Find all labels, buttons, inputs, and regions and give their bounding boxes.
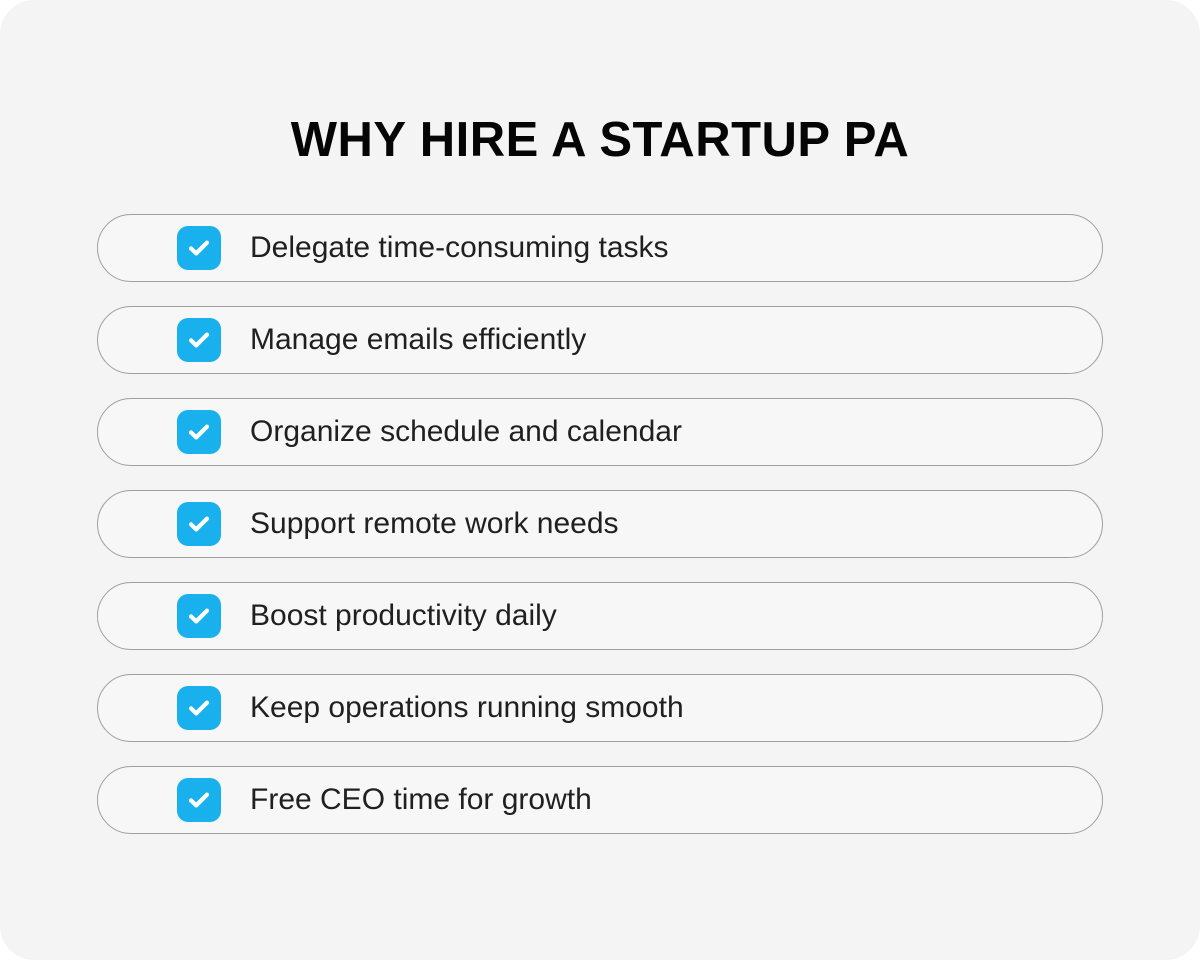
page-title: WHY HIRE A STARTUP PA bbox=[290, 113, 910, 167]
check-mark-icon[interactable] bbox=[177, 318, 221, 362]
list-item[interactable] bbox=[97, 582, 1103, 650]
list-item[interactable] bbox=[97, 490, 1103, 558]
list-item[interactable] bbox=[97, 766, 1103, 834]
list-item[interactable] bbox=[97, 398, 1103, 466]
list-item-label: Delegate time-consuming tasks bbox=[250, 231, 669, 264]
list-item[interactable] bbox=[97, 306, 1103, 374]
list-item-label: Free CEO time for growth bbox=[250, 783, 592, 816]
list-item-label: Organize schedule and calendar bbox=[250, 415, 682, 448]
check-mark-icon[interactable] bbox=[177, 226, 221, 270]
check-mark-icon[interactable] bbox=[177, 594, 221, 638]
check-mark-icon[interactable] bbox=[177, 410, 221, 454]
list-item[interactable] bbox=[97, 214, 1103, 282]
check-mark-icon[interactable] bbox=[177, 686, 221, 730]
list-item-label: Support remote work needs bbox=[250, 507, 619, 540]
check-mark-icon[interactable] bbox=[177, 778, 221, 822]
check-mark-icon[interactable] bbox=[177, 502, 221, 546]
list-item-label: Boost productivity daily bbox=[250, 599, 557, 632]
list-item-label: Manage emails efficiently bbox=[250, 323, 587, 356]
list-item[interactable] bbox=[97, 674, 1103, 742]
list-item-label: Keep operations running smooth bbox=[250, 691, 684, 724]
checklist bbox=[97, 214, 1103, 834]
